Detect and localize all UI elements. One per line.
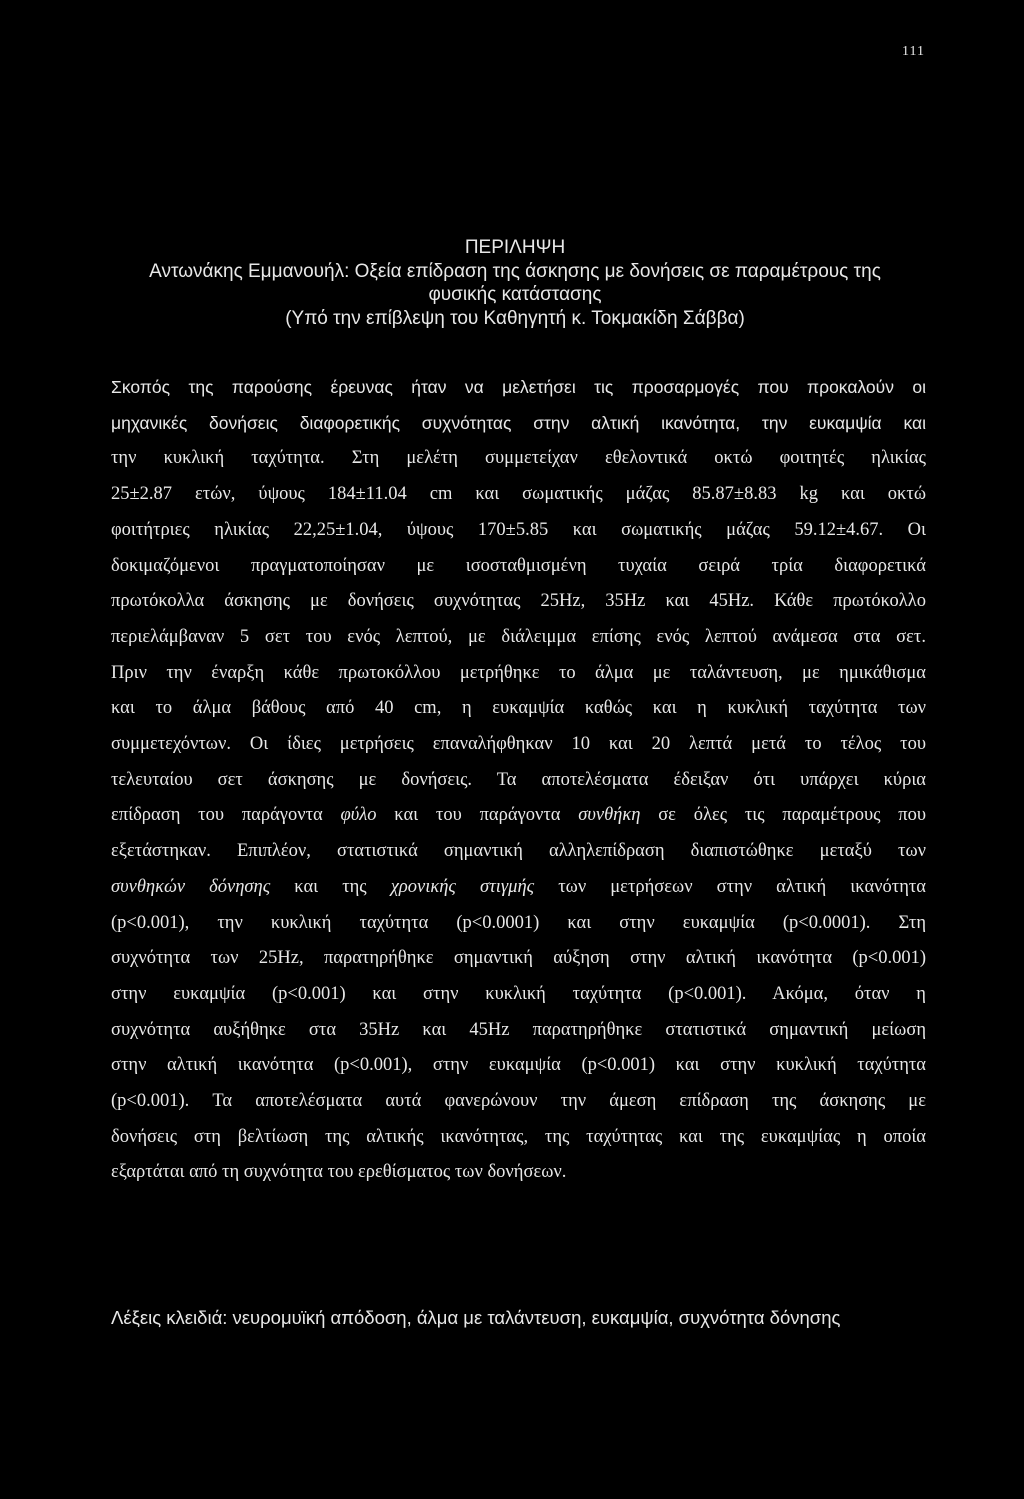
text-run: σε όλες τις παραμέτρους που xyxy=(640,805,926,826)
abstract-line: φοιτήτριες ηλικίας 22,25±1.04, ύψους 170±5.85 και σωματικής μάζας 59.12±4.67. Οι xyxy=(111,519,926,540)
abstract-line: (p<0.001). Τα αποτελέσματα αυτά φανερώνουν την άμεση επίδραση της άσκησης με xyxy=(111,1091,926,1112)
abstract-line: συμμετεχόντων. Οι ίδιες μετρήσεις επαναλήφθηκαν 10 και 20 λεπτά μετά το τέλος του xyxy=(111,734,926,755)
text-run: και του παράγοντα xyxy=(376,805,579,826)
abstract-line: Σκοπός της παρούσης έρευνας ήταν να μελετήσει τις προσαρμογές που προκαλούν οι xyxy=(111,377,926,397)
abstract-line xyxy=(111,870,926,906)
abstract-line: στην ευκαμψία (p<0.001) και στην κυκλική ταχύτητα (p<0.001). Ακόμα, όταν η xyxy=(111,983,926,1004)
italic-term: φύλο xyxy=(340,805,377,826)
thesis-subject-line: φυσικής κατάστασης xyxy=(428,284,602,305)
page-number: 111 xyxy=(902,44,925,59)
abstract-body xyxy=(111,218,926,1191)
abstract-line: εξετάστηκαν. Επιπλέον, στατιστικά σημαντική αλληλεπίδραση διαπιστώθηκε μεταξύ των xyxy=(111,841,926,862)
abstract-line: 25±2.87 ετών, ύψους 184±11.04 cm και σωματικής μάζας 85.87±8.83 kg και οκτώ xyxy=(111,484,926,505)
author-title-line: Αντωνάκης Εμμανουήλ: Οξεία επίδραση της άσκησης με δονήσεις σε παραμέτρους της xyxy=(149,260,881,282)
keywords-line: Λέξεις κλειδιά: νευρομυϊκή απόδοση, άλμα με ταλάντευση, ευκαμψία, συχνότητα δόνησης xyxy=(111,1307,841,1328)
abstract-line: (p<0.001), την κυκλική ταχύτητα (p<0.0001) και στην ευκαμψία (p<0.0001). Στη xyxy=(111,912,926,933)
abstract-title: ΠΕΡΙΛΗΨΗ xyxy=(464,237,566,258)
abstract-line xyxy=(111,798,926,834)
text-run: και της xyxy=(270,876,391,897)
italic-term: χρονικής στιγμής xyxy=(390,876,535,897)
abstract-line: στην αλτική ικανότητα (p<0.001), στην ευκαμψία (p<0.001) και στην κυκλική ταχύτητα xyxy=(111,1055,926,1076)
abstract-line: δονήσεις στη βελτίωση της αλτικής ικανότητας, της ταχύτητας και της ευκαμψίας η οποία xyxy=(111,1126,926,1147)
text-run: των μετρήσεων στην αλτική ικανότητα xyxy=(534,876,926,897)
abstract-line: συχνότητα αυξήθηκε στα 35Hz και 45Hz παρατηρήθηκε στατιστικά σημαντική μείωση xyxy=(111,1019,926,1040)
abstract-line: Πριν την έναρξη κάθε πρωτοκόλλου μετρήθηκε το άλμα με ταλάντευση, με ημικάθισμα xyxy=(111,662,926,683)
abstract-line: συχνότητα των 25Hz, παρατηρήθηκε σημαντική αύξηση στην αλτική ικανότητα (p<0.001) xyxy=(111,948,926,969)
abstract-line: και το άλμα βάθους από 40 cm, η ευκαμψία καθώς και η κυκλική ταχύτητα των xyxy=(111,698,926,719)
supervision-line: (Υπό την επίβλεψη του Καθηγητή κ. Τοκμακίδη Σάββα) xyxy=(285,307,745,329)
abstract-line: μηχανικές δονήσεις διαφορετικής συχνότητας στην αλτική ικανότητα, την ευκαμψία και xyxy=(111,412,926,433)
italic-term: συνθηκών δόνησης xyxy=(111,876,271,897)
abstract-line: την κυκλική ταχύτητα. Στη μελέτη συμμετείχαν εθελοντικά οκτώ φοιτητές ηλικίας xyxy=(111,448,926,469)
abstract-line: περιελάμβαναν 5 σετ του ενός λεπτού, με διάλειμμα επίσης ενός λεπτού ανάμεσα στα σετ. xyxy=(111,626,926,647)
abstract-line: πρωτόκολλα άσκησης με δονήσεις συχνότητας 25Hz, 35Hz και 45Hz. Κάθε πρωτόκολλο xyxy=(111,591,926,612)
abstract-line: εξαρτάται από τη συχνότητα του ερεθίσματος των δονήσεων. xyxy=(111,1162,567,1183)
abstract-line: δοκιμαζόμενοι πραγματοποίησαν με ισοσταθμισμένη τυχαία σειρά τρία διαφορετικά xyxy=(111,555,926,576)
italic-term: συνθήκη xyxy=(578,805,641,826)
text-run: επίδραση του παράγοντα xyxy=(111,805,341,826)
abstract-line: τελευταίου σετ άσκησης με δονήσεις. Τα αποτελέσματα έδειξαν ότι υπάρχει κύρια xyxy=(111,769,926,790)
